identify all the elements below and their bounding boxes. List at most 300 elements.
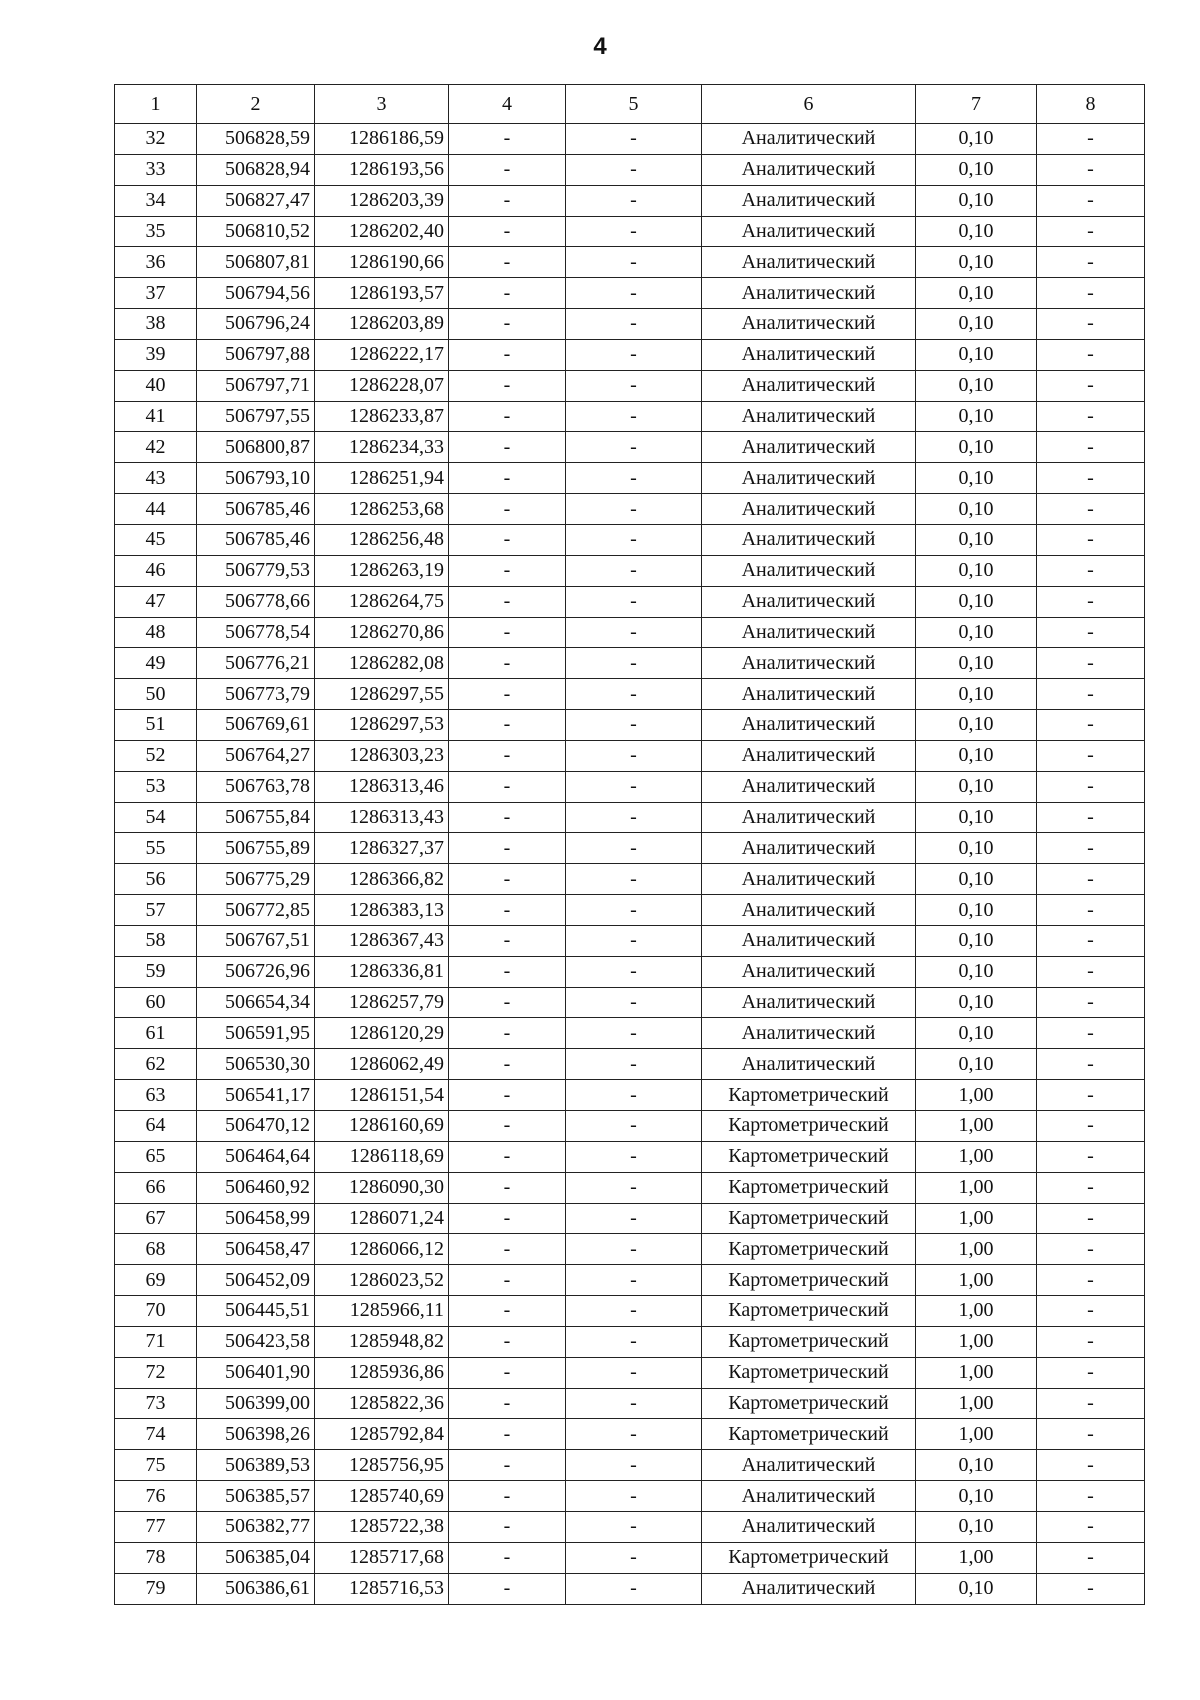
table-row: [115, 1234, 1145, 1265]
cell-col-4-value: -: [449, 710, 566, 741]
coordinates-table: [114, 84, 1145, 1605]
cell-col-5-value: -: [566, 1419, 702, 1450]
cell-col-4-value: -: [449, 401, 566, 432]
cell-col-5-value: -: [566, 401, 702, 432]
header-col-5: 5: [566, 85, 702, 124]
cell-accuracy: 0,10: [916, 1481, 1037, 1512]
cell-method: Аналитический: [702, 802, 916, 833]
table-row: [115, 895, 1145, 926]
cell-col-5-value: -: [566, 1203, 702, 1234]
cell-col-8-value: -: [1037, 648, 1145, 679]
cell-coord-x: 506458,47: [197, 1234, 315, 1265]
cell-accuracy: 1,00: [916, 1542, 1037, 1573]
cell-point-number: 50: [115, 679, 197, 710]
cell-method: Аналитический: [702, 463, 916, 494]
cell-coord-x: 506726,96: [197, 956, 315, 987]
cell-col-5-value: -: [566, 247, 702, 278]
cell-accuracy: 0,10: [916, 833, 1037, 864]
cell-col-5-value: -: [566, 339, 702, 370]
cell-col-4-value: -: [449, 309, 566, 340]
cell-coord-y: 1286282,08: [315, 648, 449, 679]
cell-method: Картометрический: [702, 1172, 916, 1203]
cell-accuracy: 0,10: [916, 648, 1037, 679]
cell-col-8-value: -: [1037, 864, 1145, 895]
cell-accuracy: 0,10: [916, 524, 1037, 555]
cell-col-8-value: -: [1037, 987, 1145, 1018]
cell-point-number: 51: [115, 710, 197, 741]
cell-accuracy: 1,00: [916, 1234, 1037, 1265]
cell-point-number: 66: [115, 1172, 197, 1203]
cell-method: Аналитический: [702, 1481, 916, 1512]
cell-coord-x: 506458,99: [197, 1203, 315, 1234]
cell-accuracy: 0,10: [916, 1450, 1037, 1481]
cell-coord-y: 1286160,69: [315, 1111, 449, 1142]
cell-col-5-value: -: [566, 1450, 702, 1481]
table-row: [115, 1080, 1145, 1111]
cell-col-4-value: -: [449, 1049, 566, 1080]
cell-accuracy: 1,00: [916, 1296, 1037, 1327]
cell-point-number: 52: [115, 740, 197, 771]
cell-col-8-value: -: [1037, 1203, 1145, 1234]
cell-point-number: 64: [115, 1111, 197, 1142]
cell-accuracy: 0,10: [916, 987, 1037, 1018]
cell-col-4-value: -: [449, 185, 566, 216]
cell-col-4-value: -: [449, 494, 566, 525]
cell-col-5-value: -: [566, 1573, 702, 1604]
cell-point-number: 67: [115, 1203, 197, 1234]
cell-coord-x: 506386,61: [197, 1573, 315, 1604]
cell-col-4-value: -: [449, 154, 566, 185]
cell-col-5-value: -: [566, 1049, 702, 1080]
cell-accuracy: 0,10: [916, 432, 1037, 463]
cell-coord-y: 1286253,68: [315, 494, 449, 525]
cell-accuracy: 0,10: [916, 710, 1037, 741]
cell-col-4-value: -: [449, 1542, 566, 1573]
cell-method: Аналитический: [702, 555, 916, 586]
cell-accuracy: 0,10: [916, 925, 1037, 956]
table-row: [115, 1419, 1145, 1450]
cell-coord-x: 506445,51: [197, 1296, 315, 1327]
cell-coord-y: 1286367,43: [315, 925, 449, 956]
cell-col-8-value: -: [1037, 401, 1145, 432]
cell-col-4-value: -: [449, 555, 566, 586]
cell-col-4-value: -: [449, 617, 566, 648]
cell-point-number: 46: [115, 555, 197, 586]
cell-coord-y: 1286193,57: [315, 278, 449, 309]
cell-col-4-value: -: [449, 925, 566, 956]
table-row: [115, 925, 1145, 956]
cell-accuracy: 0,10: [916, 216, 1037, 247]
cell-col-8-value: -: [1037, 1265, 1145, 1296]
cell-coord-y: 1286203,89: [315, 309, 449, 340]
cell-col-8-value: -: [1037, 247, 1145, 278]
cell-col-5-value: -: [566, 432, 702, 463]
header-col-1: 1: [115, 85, 197, 124]
cell-coord-x: 506767,51: [197, 925, 315, 956]
cell-point-number: 77: [115, 1511, 197, 1542]
cell-method: Аналитический: [702, 1573, 916, 1604]
cell-coord-x: 506389,53: [197, 1450, 315, 1481]
cell-col-4-value: -: [449, 771, 566, 802]
cell-coord-x: 506793,10: [197, 463, 315, 494]
cell-coord-x: 506773,79: [197, 679, 315, 710]
cell-col-5-value: -: [566, 1265, 702, 1296]
cell-col-5-value: -: [566, 1542, 702, 1573]
header-col-4: 4: [449, 85, 566, 124]
table-row: [115, 1573, 1145, 1604]
cell-accuracy: 0,10: [916, 617, 1037, 648]
cell-accuracy: 0,10: [916, 463, 1037, 494]
cell-method: Аналитический: [702, 617, 916, 648]
table-row: [115, 432, 1145, 463]
cell-col-4-value: -: [449, 1388, 566, 1419]
cell-method: Аналитический: [702, 1018, 916, 1049]
cell-point-number: 41: [115, 401, 197, 432]
cell-point-number: 75: [115, 1450, 197, 1481]
cell-method: Аналитический: [702, 1450, 916, 1481]
cell-point-number: 72: [115, 1357, 197, 1388]
table-row: [115, 740, 1145, 771]
cell-coord-y: 1286222,17: [315, 339, 449, 370]
cell-coord-y: 1286023,52: [315, 1265, 449, 1296]
cell-col-4-value: -: [449, 1203, 566, 1234]
cell-accuracy: 0,10: [916, 185, 1037, 216]
cell-col-4-value: -: [449, 802, 566, 833]
cell-coord-y: 1285936,86: [315, 1357, 449, 1388]
cell-method: Картометрический: [702, 1296, 916, 1327]
cell-col-5-value: -: [566, 524, 702, 555]
header-col-8: 8: [1037, 85, 1145, 124]
cell-method: Аналитический: [702, 586, 916, 617]
cell-point-number: 62: [115, 1049, 197, 1080]
cell-accuracy: 0,10: [916, 679, 1037, 710]
table-row: [115, 1049, 1145, 1080]
cell-method: Аналитический: [702, 524, 916, 555]
cell-coord-x: 506800,87: [197, 432, 315, 463]
cell-col-5-value: -: [566, 710, 702, 741]
cell-point-number: 47: [115, 586, 197, 617]
cell-coord-x: 506385,57: [197, 1481, 315, 1512]
cell-col-8-value: -: [1037, 1542, 1145, 1573]
table-row: [115, 124, 1145, 155]
table-row: [115, 1141, 1145, 1172]
cell-coord-y: 1286190,66: [315, 247, 449, 278]
cell-col-4-value: -: [449, 1141, 566, 1172]
table-row: [115, 278, 1145, 309]
cell-coord-y: 1286233,87: [315, 401, 449, 432]
cell-coord-y: 1285722,38: [315, 1511, 449, 1542]
cell-accuracy: 1,00: [916, 1357, 1037, 1388]
cell-coord-y: 1286257,79: [315, 987, 449, 1018]
cell-col-5-value: -: [566, 771, 702, 802]
cell-col-8-value: -: [1037, 124, 1145, 155]
cell-point-number: 76: [115, 1481, 197, 1512]
cell-coord-x: 506382,77: [197, 1511, 315, 1542]
cell-point-number: 45: [115, 524, 197, 555]
cell-col-5-value: -: [566, 895, 702, 926]
cell-point-number: 71: [115, 1326, 197, 1357]
cell-accuracy: 0,10: [916, 124, 1037, 155]
table-row: [115, 864, 1145, 895]
cell-accuracy: 1,00: [916, 1111, 1037, 1142]
cell-point-number: 40: [115, 370, 197, 401]
cell-point-number: 38: [115, 309, 197, 340]
cell-col-4-value: -: [449, 432, 566, 463]
cell-col-8-value: -: [1037, 925, 1145, 956]
cell-accuracy: 0,10: [916, 309, 1037, 340]
cell-col-8-value: -: [1037, 1172, 1145, 1203]
cell-col-8-value: -: [1037, 771, 1145, 802]
cell-point-number: 61: [115, 1018, 197, 1049]
cell-col-5-value: -: [566, 1326, 702, 1357]
cell-coord-x: 506827,47: [197, 185, 315, 216]
cell-accuracy: 1,00: [916, 1419, 1037, 1450]
cell-method: Аналитический: [702, 895, 916, 926]
table-row: [115, 1388, 1145, 1419]
cell-point-number: 69: [115, 1265, 197, 1296]
cell-col-8-value: -: [1037, 370, 1145, 401]
cell-coord-y: 1286313,46: [315, 771, 449, 802]
table-row: [115, 1450, 1145, 1481]
cell-coord-y: 1286303,23: [315, 740, 449, 771]
cell-method: Аналитический: [702, 278, 916, 309]
cell-accuracy: 0,10: [916, 956, 1037, 987]
cell-point-number: 55: [115, 833, 197, 864]
cell-coord-y: 1286120,29: [315, 1018, 449, 1049]
cell-method: Аналитический: [702, 309, 916, 340]
cell-point-number: 34: [115, 185, 197, 216]
cell-point-number: 48: [115, 617, 197, 648]
cell-col-4-value: -: [449, 895, 566, 926]
cell-method: Аналитический: [702, 247, 916, 278]
table-row: [115, 1111, 1145, 1142]
cell-accuracy: 0,10: [916, 555, 1037, 586]
cell-coord-y: 1286118,69: [315, 1141, 449, 1172]
cell-accuracy: 0,10: [916, 864, 1037, 895]
cell-col-8-value: -: [1037, 1080, 1145, 1111]
cell-col-8-value: -: [1037, 1573, 1145, 1604]
table-row: [115, 339, 1145, 370]
cell-point-number: 53: [115, 771, 197, 802]
cell-col-5-value: -: [566, 648, 702, 679]
cell-coord-x: 506541,17: [197, 1080, 315, 1111]
cell-point-number: 42: [115, 432, 197, 463]
cell-coord-y: 1286203,39: [315, 185, 449, 216]
cell-coord-x: 506807,81: [197, 247, 315, 278]
cell-col-4-value: -: [449, 1573, 566, 1604]
cell-col-5-value: -: [566, 154, 702, 185]
cell-coord-y: 1286234,33: [315, 432, 449, 463]
cell-col-4-value: -: [449, 987, 566, 1018]
cell-col-4-value: -: [449, 833, 566, 864]
table-row: [115, 370, 1145, 401]
cell-accuracy: 0,10: [916, 339, 1037, 370]
cell-col-8-value: -: [1037, 586, 1145, 617]
cell-accuracy: 0,10: [916, 1511, 1037, 1542]
cell-accuracy: 1,00: [916, 1141, 1037, 1172]
table-row: [115, 555, 1145, 586]
table-row: [115, 1326, 1145, 1357]
cell-col-4-value: -: [449, 1111, 566, 1142]
cell-col-4-value: -: [449, 956, 566, 987]
cell-coord-x: 506797,71: [197, 370, 315, 401]
cell-coord-y: 1286071,24: [315, 1203, 449, 1234]
cell-col-8-value: -: [1037, 833, 1145, 864]
cell-coord-y: 1286270,86: [315, 617, 449, 648]
cell-method: Картометрический: [702, 1265, 916, 1296]
cell-col-5-value: -: [566, 494, 702, 525]
cell-coord-y: 1286327,37: [315, 833, 449, 864]
cell-coord-y: 1285717,68: [315, 1542, 449, 1573]
cell-method: Картометрический: [702, 1080, 916, 1111]
cell-method: Картометрический: [702, 1326, 916, 1357]
cell-col-5-value: -: [566, 586, 702, 617]
cell-point-number: 37: [115, 278, 197, 309]
cell-method: Аналитический: [702, 185, 916, 216]
cell-method: Аналитический: [702, 494, 916, 525]
cell-col-5-value: -: [566, 309, 702, 340]
table-row: [115, 1265, 1145, 1296]
cell-coord-x: 506460,92: [197, 1172, 315, 1203]
cell-col-8-value: -: [1037, 463, 1145, 494]
cell-col-4-value: -: [449, 1450, 566, 1481]
cell-col-5-value: -: [566, 1141, 702, 1172]
cell-col-8-value: -: [1037, 339, 1145, 370]
cell-col-4-value: -: [449, 463, 566, 494]
cell-col-8-value: -: [1037, 185, 1145, 216]
table-row: [115, 185, 1145, 216]
cell-col-8-value: -: [1037, 956, 1145, 987]
table-row: [115, 463, 1145, 494]
cell-point-number: 35: [115, 216, 197, 247]
cell-coord-x: 506452,09: [197, 1265, 315, 1296]
cell-col-5-value: -: [566, 802, 702, 833]
cell-col-4-value: -: [449, 1481, 566, 1512]
cell-accuracy: 0,10: [916, 802, 1037, 833]
cell-col-5-value: -: [566, 1018, 702, 1049]
cell-accuracy: 0,10: [916, 1573, 1037, 1604]
cell-point-number: 65: [115, 1141, 197, 1172]
cell-accuracy: 1,00: [916, 1265, 1037, 1296]
cell-col-8-value: -: [1037, 1296, 1145, 1327]
cell-method: Аналитический: [702, 833, 916, 864]
cell-method: Аналитический: [702, 679, 916, 710]
cell-coord-y: 1286383,13: [315, 895, 449, 926]
cell-method: Аналитический: [702, 432, 916, 463]
cell-coord-y: 1286193,56: [315, 154, 449, 185]
cell-col-5-value: -: [566, 740, 702, 771]
cell-coord-y: 1286264,75: [315, 586, 449, 617]
cell-col-8-value: -: [1037, 154, 1145, 185]
table-row: [115, 247, 1145, 278]
cell-method: Картометрический: [702, 1357, 916, 1388]
cell-col-4-value: -: [449, 370, 566, 401]
cell-point-number: 74: [115, 1419, 197, 1450]
cell-coord-y: 1286263,19: [315, 555, 449, 586]
header-col-7: 7: [916, 85, 1037, 124]
cell-coord-y: 1286186,59: [315, 124, 449, 155]
cell-point-number: 57: [115, 895, 197, 926]
cell-coord-x: 506399,00: [197, 1388, 315, 1419]
cell-coord-x: 506772,85: [197, 895, 315, 926]
cell-method: Аналитический: [702, 401, 916, 432]
cell-col-5-value: -: [566, 925, 702, 956]
cell-method: Картометрический: [702, 1203, 916, 1234]
table-row: [115, 987, 1145, 1018]
cell-col-5-value: -: [566, 1080, 702, 1111]
table-row: [115, 154, 1145, 185]
cell-coord-x: 506785,46: [197, 494, 315, 525]
cell-method: Аналитический: [702, 956, 916, 987]
table-body: [115, 124, 1145, 1605]
table-row: [115, 679, 1145, 710]
cell-coord-x: 506591,95: [197, 1018, 315, 1049]
cell-coord-y: 1286228,07: [315, 370, 449, 401]
cell-method: Аналитический: [702, 864, 916, 895]
cell-coord-y: 1286297,55: [315, 679, 449, 710]
cell-accuracy: 0,10: [916, 278, 1037, 309]
table-row: [115, 586, 1145, 617]
cell-coord-x: 506828,59: [197, 124, 315, 155]
table-row: [115, 956, 1145, 987]
cell-col-5-value: -: [566, 1172, 702, 1203]
cell-col-5-value: -: [566, 679, 702, 710]
cell-col-8-value: -: [1037, 617, 1145, 648]
cell-coord-x: 506530,30: [197, 1049, 315, 1080]
cell-coord-x: 506470,12: [197, 1111, 315, 1142]
cell-coord-x: 506810,52: [197, 216, 315, 247]
cell-method: Аналитический: [702, 987, 916, 1018]
cell-col-4-value: -: [449, 1265, 566, 1296]
cell-coord-x: 506769,61: [197, 710, 315, 741]
cell-col-5-value: -: [566, 956, 702, 987]
cell-col-4-value: -: [449, 1234, 566, 1265]
cell-col-5-value: -: [566, 1481, 702, 1512]
cell-col-8-value: -: [1037, 802, 1145, 833]
cell-coord-x: 506796,24: [197, 309, 315, 340]
cell-coord-x: 506828,94: [197, 154, 315, 185]
cell-accuracy: 1,00: [916, 1080, 1037, 1111]
cell-point-number: 44: [115, 494, 197, 525]
cell-point-number: 49: [115, 648, 197, 679]
cell-col-8-value: -: [1037, 679, 1145, 710]
cell-accuracy: 0,10: [916, 740, 1037, 771]
table-row: [115, 833, 1145, 864]
cell-col-4-value: -: [449, 1357, 566, 1388]
cell-col-5-value: -: [566, 1296, 702, 1327]
cell-coord-y: 1285948,82: [315, 1326, 449, 1357]
header-col-6: 6: [702, 85, 916, 124]
cell-col-8-value: -: [1037, 1234, 1145, 1265]
table-row: [115, 1296, 1145, 1327]
cell-point-number: 78: [115, 1542, 197, 1573]
cell-col-4-value: -: [449, 1172, 566, 1203]
cell-point-number: 43: [115, 463, 197, 494]
header-col-2: 2: [197, 85, 315, 124]
cell-col-8-value: -: [1037, 1141, 1145, 1172]
cell-coord-y: 1286090,30: [315, 1172, 449, 1203]
cell-coord-x: 506779,53: [197, 555, 315, 586]
cell-coord-x: 506797,88: [197, 339, 315, 370]
cell-accuracy: 0,10: [916, 771, 1037, 802]
cell-coord-x: 506794,56: [197, 278, 315, 309]
cell-accuracy: 1,00: [916, 1388, 1037, 1419]
cell-coord-y: 1285756,95: [315, 1450, 449, 1481]
cell-col-8-value: -: [1037, 432, 1145, 463]
cell-col-5-value: -: [566, 124, 702, 155]
cell-point-number: 60: [115, 987, 197, 1018]
cell-col-5-value: -: [566, 833, 702, 864]
